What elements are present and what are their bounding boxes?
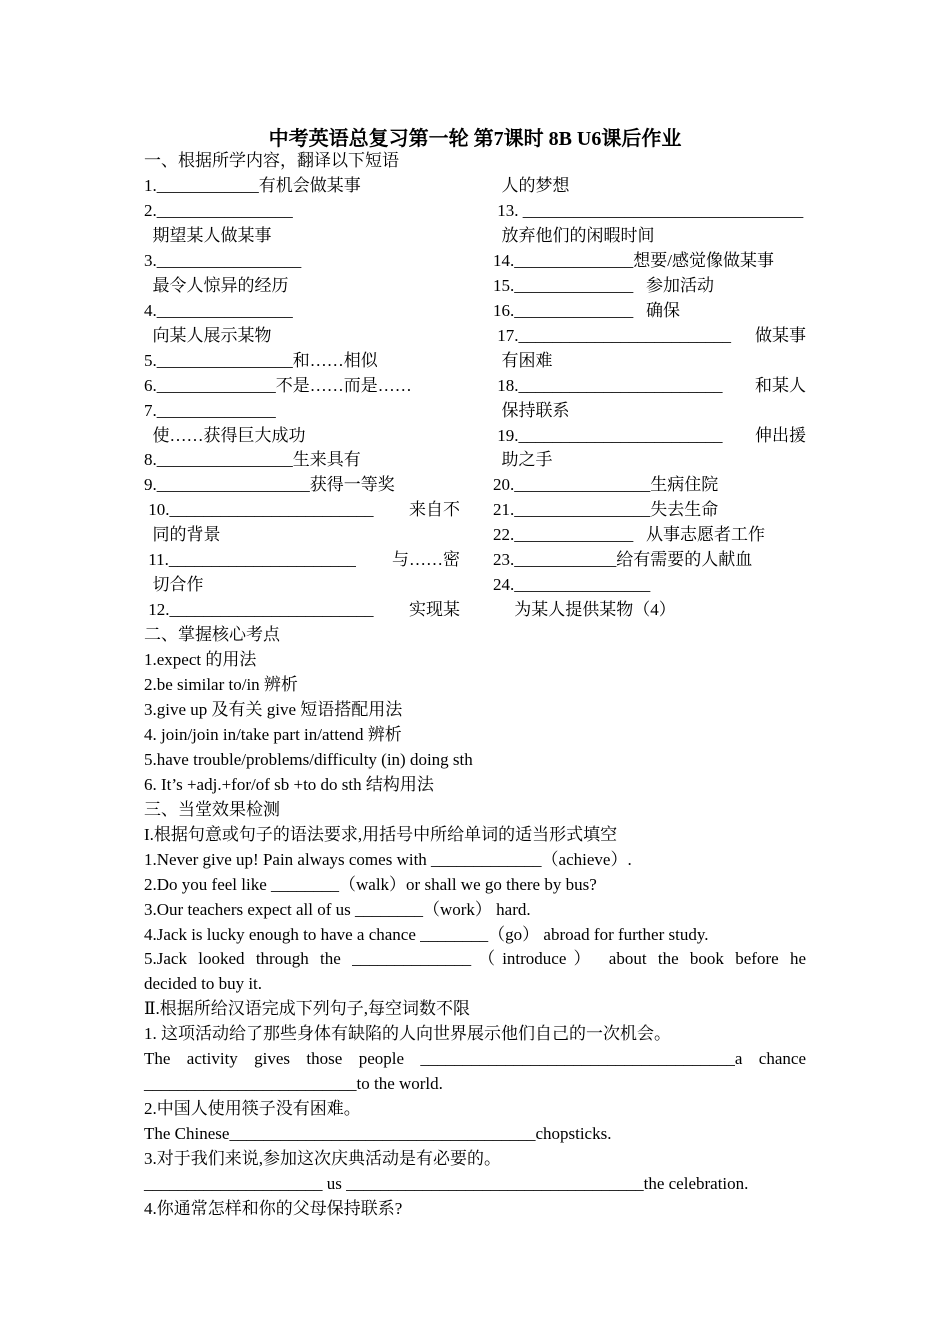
phrase-meaning: 实现某	[409, 600, 460, 620]
document-line: 5.Jack looked through the ______________（introduce） about the book before he	[144, 949, 806, 969]
phrase-item-left: 5.________________和……相似	[144, 350, 378, 370]
document-line: 2.be similar to/in 辨析	[144, 675, 298, 694]
document-line: 4.Jack is lucky enough to have a chance ________（go） abroad for further study.	[144, 924, 709, 944]
phrase-item-left: 向某人展示某物	[144, 325, 272, 345]
phrase-item-left: 期望某人做某事	[144, 225, 272, 245]
phrase-item-left: 切合作	[144, 575, 204, 595]
phrase-item-right: 15.______________ 参加活动	[493, 275, 714, 295]
document-line: 5.have trouble/problems/difficulty (in) doing sth	[144, 749, 473, 769]
document-line: Ⅱ.根据所给汉语完成下列句子,每空词数不限	[144, 999, 471, 1019]
phrase-item-left: 使……获得巨大成功	[144, 425, 306, 445]
phrase-blank[interactable]: 10.________________________	[144, 500, 374, 520]
document-line: decided to buy it.	[144, 974, 263, 994]
phrase-item-right: 有困难	[493, 350, 553, 370]
phrase-item-right: 23.____________给有需要的人献血	[493, 550, 753, 570]
phrase-meaning: 和某人	[755, 375, 806, 395]
document-line: 1.expect 的用法	[144, 650, 257, 670]
document-line: 3.Our teachers expect all of us ________（work） hard.	[144, 899, 531, 919]
document-line: 6. It’s +adj.+for/of sb +to do sth 结构用法	[144, 774, 434, 794]
document-line: The Chinese____________________________________chopsticks.	[144, 1124, 612, 1144]
phrase-blank[interactable]: 12.________________________	[144, 600, 374, 620]
phrase-item-right	[493, 324, 806, 348]
phrase-meaning: 伸出援	[755, 425, 806, 445]
phrase-meaning: 来自不	[409, 500, 460, 520]
phrase-item-right: 21.________________失去生命	[493, 500, 719, 520]
phrase-item-right: 22.______________ 从事志愿者工作	[493, 525, 765, 545]
document-line: 1. 这项活动给了那些身体有缺陷的人向世界展示他们自己的一次机会。	[144, 1024, 671, 1044]
document-line: 3.give up 及有关 give 短语搭配用法	[144, 699, 403, 719]
phrase-item-right	[493, 424, 806, 448]
phrase-item-right: 13. _________________________________	[493, 200, 804, 220]
document-line: 2.Do you feel like ________（walk）or shall we go there by bus?	[144, 874, 597, 894]
phrase-item-left: 1.____________有机会做某事	[144, 176, 361, 195]
phrase-item-right: 为某人提供某物（4）	[493, 600, 676, 620]
phrase-item-right: 16.______________ 确保	[493, 300, 680, 320]
document-line: The activity gives those people _____________________________________a chance	[144, 1049, 806, 1069]
document-line: 1.Never give up! Pain always comes with _____________（achieve）.	[144, 849, 632, 869]
document-line: 4. join/join in/take part in/attend 辨析	[144, 724, 402, 744]
document-line: 三、当堂效果检测	[144, 799, 280, 819]
document-line: 4.你通常怎样和你的父母保持联系?	[144, 1198, 403, 1218]
document-line: 二、掌握核心考点	[144, 625, 280, 645]
phrase-item-left: 6.______________不是……而是……	[144, 375, 412, 395]
phrase-item-left: 9.__________________获得一等奖	[144, 475, 395, 495]
phrase-item-left	[144, 498, 460, 522]
phrase-item-right: 保持联系	[493, 400, 570, 420]
phrase-item-left: 同的背景	[144, 525, 221, 545]
document-line: 2.中国人使用筷子没有困难。	[144, 1099, 361, 1119]
phrase-item-right: 人的梦想	[493, 176, 570, 195]
phrase-item-left: 最令人惊异的经历	[144, 275, 289, 295]
phrase-blank[interactable]: 19.________________________	[493, 425, 723, 445]
phrase-item-left: 3._________________	[144, 250, 302, 270]
phrase-item-left: 8.________________生来具有	[144, 450, 361, 470]
phrase-item-right: 20.________________生病住院	[493, 475, 719, 495]
phrase-item-right: 助之手	[493, 450, 553, 470]
phrase-item-left: 7.______________	[144, 400, 276, 420]
phrase-item-right: 24.________________	[493, 575, 651, 595]
phrase-blank[interactable]: 17._________________________	[493, 325, 731, 345]
phrase-item-right: 放弃他们的闲暇时间	[493, 225, 655, 245]
phrase-meaning: 与……密	[392, 550, 460, 570]
document-line: _____________________ us ___________________________________the celebration.	[144, 1174, 749, 1193]
document-line: _________________________to the world.	[144, 1074, 443, 1094]
phrase-blank[interactable]: 18.________________________	[493, 375, 723, 395]
phrase-item-right: 14.______________想要/感觉像做某事	[493, 250, 774, 270]
document-line: 3.对于我们来说,参加这次庆典活动是有必要的。	[144, 1149, 501, 1169]
phrase-meaning: 做某事	[755, 325, 806, 345]
phrase-blank[interactable]: 11.______________________	[144, 550, 356, 570]
document-title: 中考英语总复习第一轮 第7课时 8B U6课后作业	[268, 128, 682, 150]
document-line: I.根据句意或句子的语法要求,用括号中所给单词的适当形式填空	[144, 824, 618, 844]
phrase-item-right	[493, 374, 806, 398]
phrase-item-left: 2.________________	[144, 200, 293, 220]
section-heading: 一、根据所学内容，翻译以下短语	[144, 151, 399, 170]
phrase-item-left	[144, 598, 460, 622]
phrase-item-left: 4.________________	[144, 300, 293, 320]
phrase-item-left	[144, 548, 460, 572]
